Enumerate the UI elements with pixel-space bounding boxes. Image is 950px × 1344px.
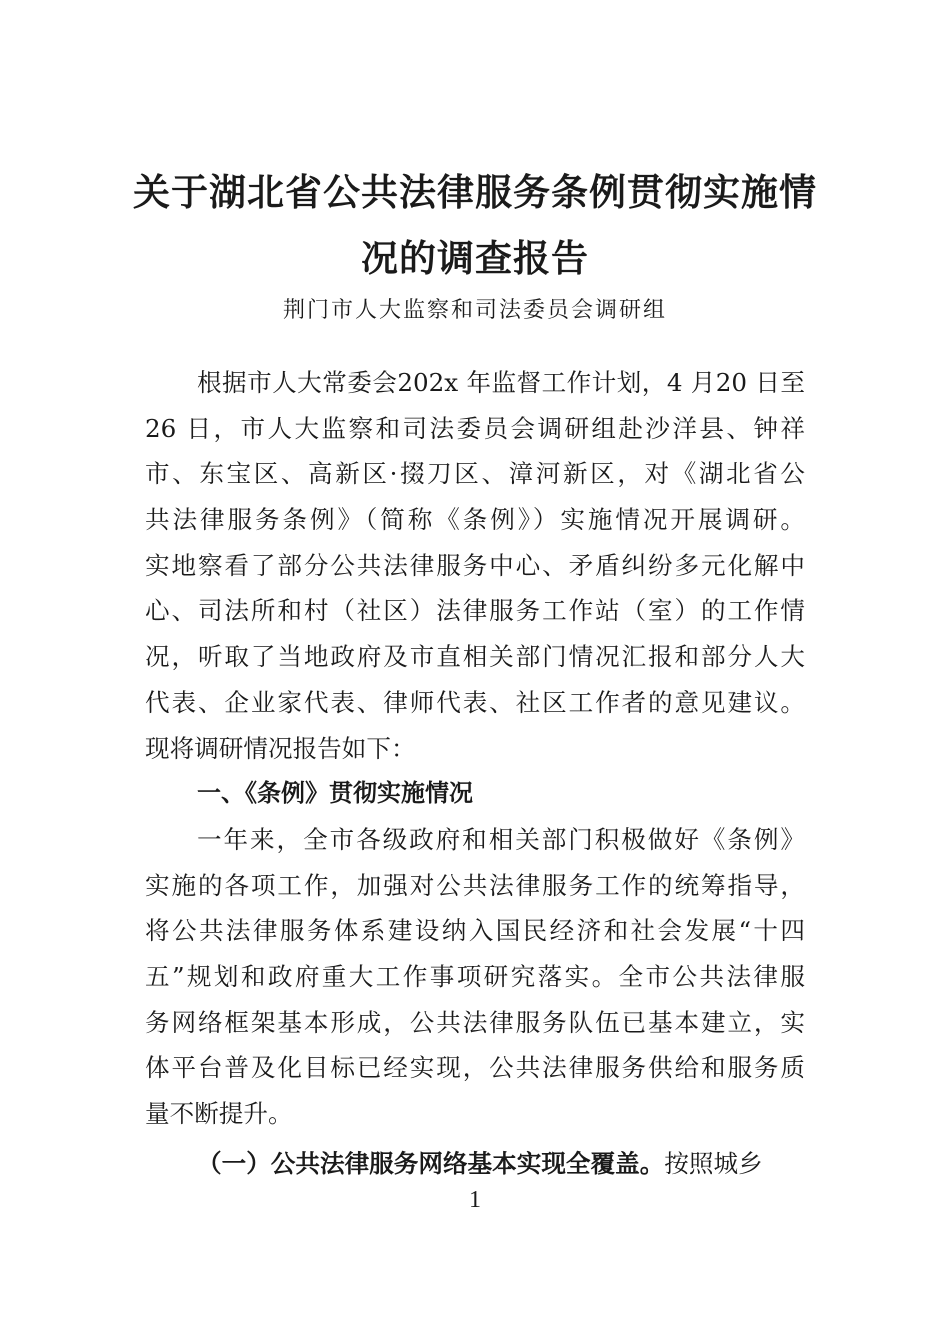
section-line: 五”规划和政府重大工作事项研究落实。全市公共法律服 bbox=[145, 961, 805, 991]
intro-line: 26 日，市人大监察和司法委员会调研组赴沙洋县、钟祥 bbox=[145, 413, 805, 443]
document-body bbox=[145, 360, 805, 1186]
intro-line: 实地察看了部分公共法律服务中心、矛盾纠纷多元化解中 bbox=[145, 550, 805, 580]
intro-line: 现将调研情况报告如下： bbox=[145, 733, 416, 763]
page-number: 1 bbox=[469, 1187, 481, 1213]
intro-line: 共法律服务条例》（简称《条例》）实施情况开展调研。 bbox=[145, 505, 805, 535]
intro-line: 代表、企业家代表、律师代表、社区工作者的意见建议。 bbox=[145, 687, 805, 717]
document-title-line-2: 况的调查报告 bbox=[361, 236, 589, 280]
section-line: 务网络框架基本形成，公共法律服务队伍已基本建立，实 bbox=[145, 1007, 805, 1037]
section-line: 一年来，全市各级政府和相关部门积极做好《条例》 bbox=[197, 824, 805, 854]
section-heading: 一、《条例》贯彻实施情况 bbox=[197, 779, 473, 808]
section-line: 体平台普及化目标已经实现，公共法律服务供给和服务质 bbox=[145, 1053, 805, 1083]
document-author: 荆门市人大监察和司法委员会调研组 bbox=[282, 298, 667, 323]
intro-line: 市、东宝区、高新区·掇刀区、漳河新区，对《湖北省公 bbox=[145, 459, 805, 489]
section-line: 实施的各项工作，加强对公共法律服务工作的统筹指导， bbox=[145, 870, 805, 900]
section-line: 量不断提升。 bbox=[145, 1099, 293, 1128]
intro-line: 况，听取了当地政府及市直相关部门情况汇报和部分人大 bbox=[145, 642, 805, 672]
document-title-line-1: 关于湖北省公共法律服务条例贯彻实施情 bbox=[133, 170, 817, 214]
subsection-heading: （一）公共法律服务网络基本实现全覆盖。 bbox=[197, 1148, 665, 1178]
intro-line: 心、司法所和村（社区）法律服务工作站（室）的工作情 bbox=[145, 596, 805, 626]
section-line: 将公共法律服务体系建设纳入国民经济和社会发展“十四 bbox=[145, 916, 805, 946]
intro-line: 根据市人大常委会202x 年监督工作计划，4 月20 日至 bbox=[197, 368, 805, 397]
subsection-line bbox=[145, 1141, 805, 1187]
subsection-text: 按照城乡 bbox=[664, 1148, 763, 1178]
